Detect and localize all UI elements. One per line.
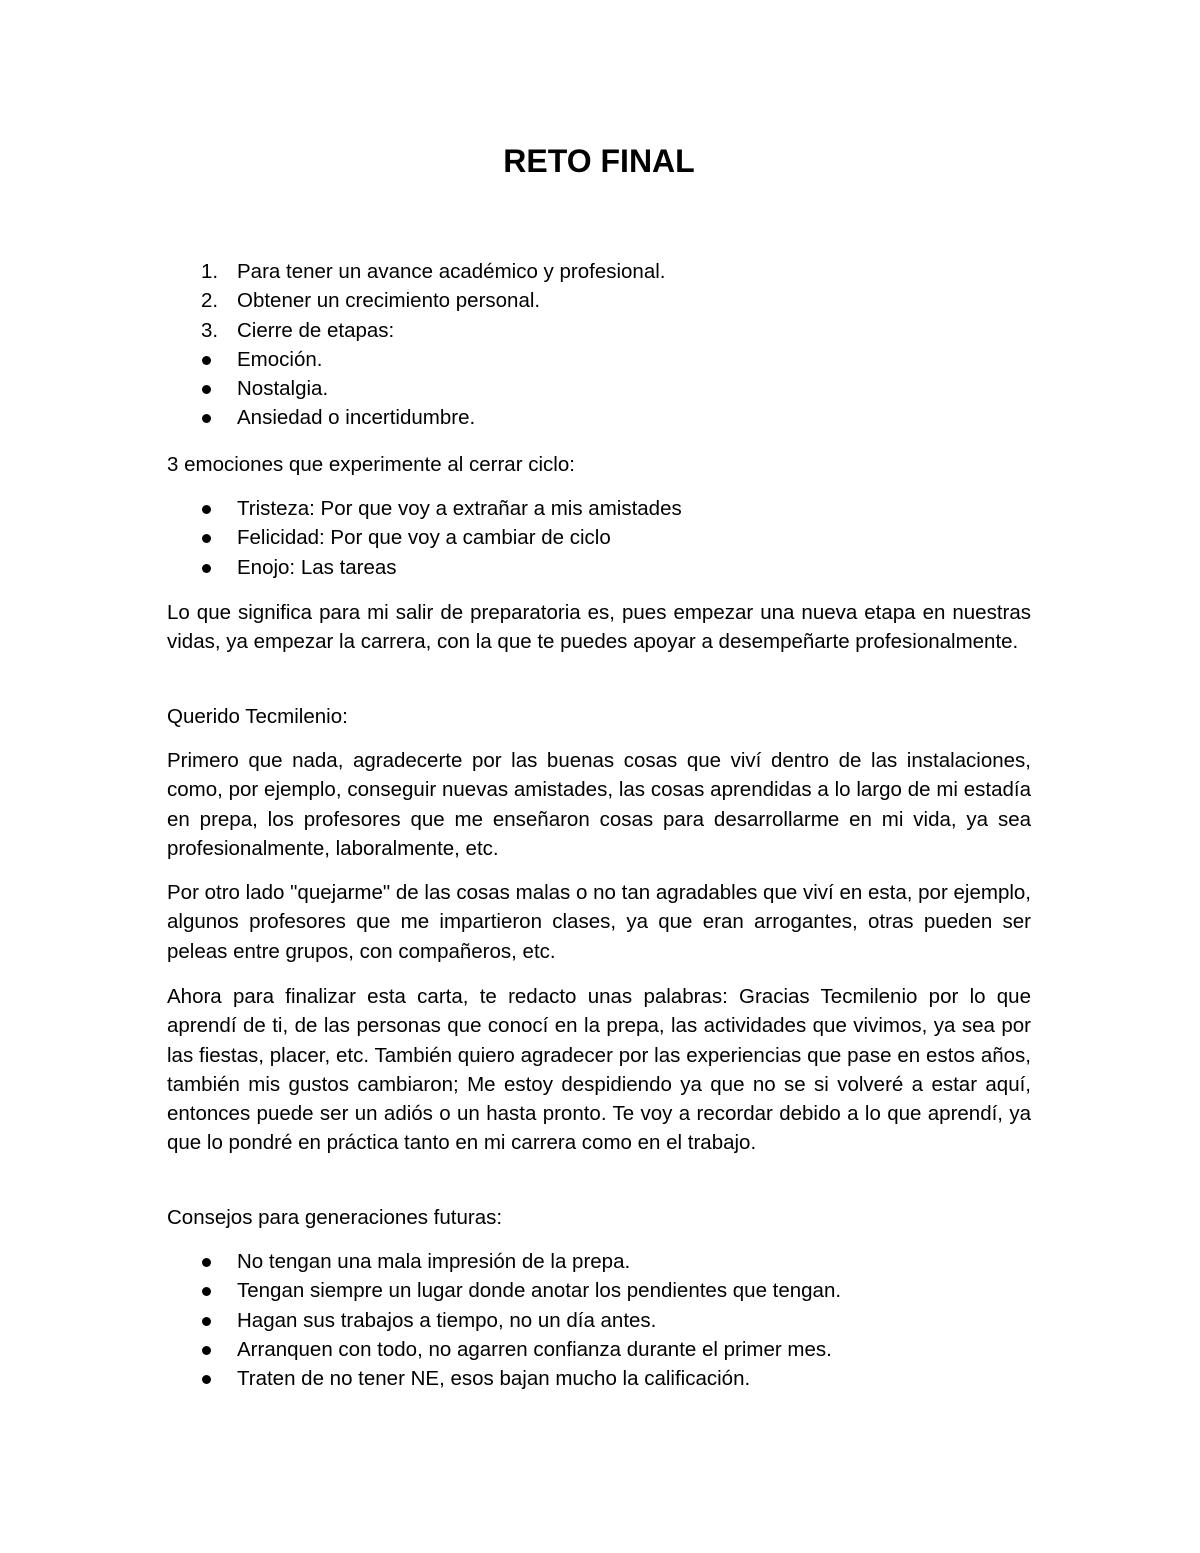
list-item: [167, 286, 1031, 315]
list-item: [167, 403, 1031, 432]
list-number: 3.: [201, 318, 219, 342]
emotions-heading: 3 emociones que experimente al cerrar ciclo:: [167, 453, 575, 476]
list-item: [167, 1247, 1031, 1276]
emotions-list: [167, 494, 1031, 582]
reasons-list: [167, 257, 1031, 433]
list-item: [167, 345, 1031, 374]
list-item-text: Tengan siempre un lugar donde anotar los pendientes que tengan.: [237, 1279, 842, 1303]
list-item-text: Arranquen con todo, no agarren confianza durante el primer mes.: [237, 1337, 832, 1361]
bullet-icon: [202, 356, 211, 365]
document-title: RETO FINAL: [503, 143, 695, 179]
list-item-text: Ansiedad o incertidumbre.: [237, 406, 476, 430]
list-item-text: Obtener un crecimiento personal.: [237, 289, 541, 313]
list-item: [167, 1335, 1031, 1364]
meaning-paragraph: Lo que significa para mi salir de preparatoria es, pues empezar una nueva etapa en nuestras vidas, ya empezar la carrera, con la que te puedes apoyar a desempeñarte profesionalmente.: [167, 601, 1031, 654]
list-item-text: Emoción.: [237, 347, 323, 371]
letter-paragraph: Primero que nada, agradecerte por las buenas cosas que viví dentro de las instalaciones, como, por ejemplo, conseguir nuevas amistades, las cosas aprendidas a lo largo de mi estadía en prepa, los profesores que me enseñaron cosas para desarrollarme en mi vida, ya sea profesionalmente, laboralmente, etc.: [167, 749, 1031, 860]
list-item: [167, 316, 1031, 345]
letter-paragraph: Por otro lado "quejarme" de las cosas malas o no tan agradables que viví en esta, por ejemplo, algunos profesores que me impartieron clases, ya que eran arrogantes, otras pueden ser peleas entre grupos, con compañeros, etc.: [167, 881, 1031, 963]
bullet-icon: [202, 564, 211, 573]
letter-paragraph: Ahora para finalizar esta carta, te redacto unas palabras: Gracias Tecmilenio por lo que aprendí de ti, de las personas que conocí en la prepa, las actividades que vivimos, ya sea por las fiestas, placer, etc. También quiero agradecer por las experiencias que pase en estos años, también mis gustos cambiaron; Me estoy despidiendo ya que no se si volveré a estar aquí, entonces puede ser un adiós o un hasta pronto. Te voy a recordar debido a lo que aprendí, ya que lo pondré en práctica tanto en mi carrera como en el trabajo.: [167, 985, 1031, 1155]
list-item: [167, 553, 1031, 582]
advice-list: [167, 1247, 1031, 1393]
advice-heading: Consejos para generaciones futuras:: [167, 1206, 503, 1229]
list-item: [167, 523, 1031, 552]
list-item-text: Hagan sus trabajos a tiempo, no un día antes.: [237, 1308, 657, 1332]
list-item: [167, 494, 1031, 523]
bullet-icon: [202, 505, 211, 514]
list-item: [167, 1306, 1031, 1335]
bullet-icon: [202, 1287, 211, 1296]
list-item: [167, 257, 1031, 286]
letter-greeting: Querido Tecmilenio:: [167, 705, 348, 728]
list-number: 1.: [201, 260, 219, 283]
bullet-icon: [202, 385, 211, 394]
list-item: [167, 1276, 1031, 1305]
bullet-icon: [202, 1258, 211, 1267]
list-item-text: Para tener un avance académico y profesional.: [237, 260, 666, 283]
list-item-text: Nostalgia.: [237, 377, 329, 401]
list-number: 2.: [201, 289, 219, 313]
bullet-icon: [202, 1317, 211, 1326]
list-item-text: No tengan una mala impresión de la prepa.: [237, 1250, 631, 1273]
list-item-text: Traten de no tener NE, esos bajan mucho la calificación.: [237, 1367, 751, 1391]
list-item: [167, 374, 1031, 403]
bullet-icon: [202, 534, 211, 543]
bullet-icon: [202, 1375, 211, 1384]
list-item-text: Cierre de etapas:: [237, 318, 395, 342]
list-item-text: Enojo: Las tareas: [237, 555, 397, 579]
bullet-icon: [202, 1346, 211, 1355]
bullet-icon: [202, 414, 211, 423]
list-item-text: Felicidad: Por que voy a cambiar de ciclo: [237, 526, 611, 550]
list-item-text: Tristeza: Por que voy a extrañar a mis amistades: [237, 497, 682, 520]
list-item: [167, 1364, 1031, 1393]
